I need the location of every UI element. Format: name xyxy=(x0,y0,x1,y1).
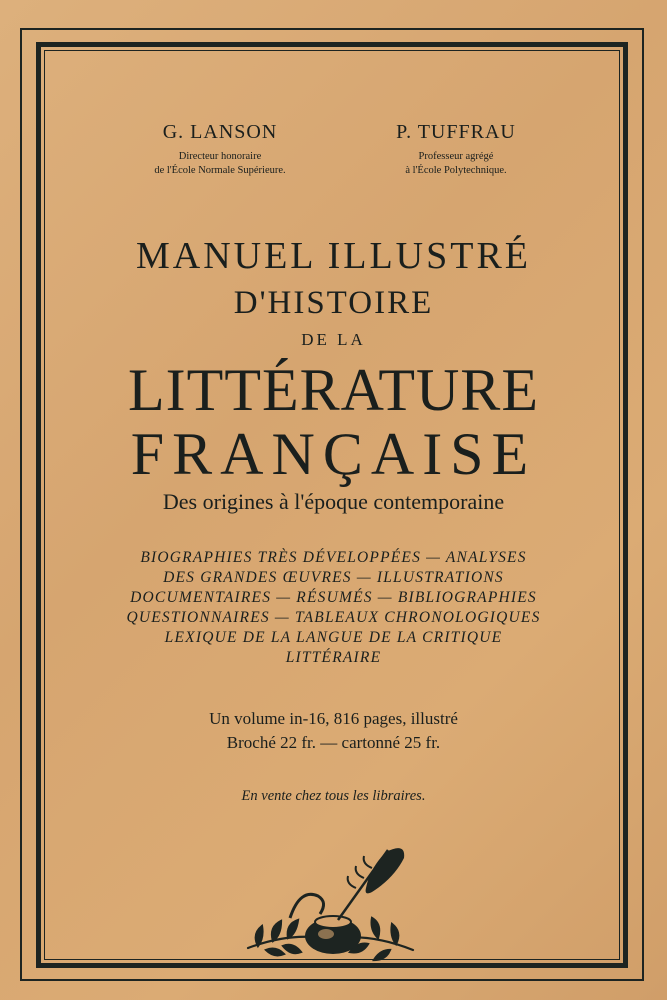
sale-notice: En vente chez tous les libraires. xyxy=(241,788,426,804)
author-role xyxy=(346,150,566,178)
author-role-line: Directeur honoraire xyxy=(178,151,262,162)
feature-line: BIOGRAPHIES TRÈS DÉVELOPPÉES — ANALYSES xyxy=(140,549,527,566)
author-role-line: de l'École Normale Supérieure. xyxy=(154,165,286,176)
features-list xyxy=(0,548,667,668)
authors-block xyxy=(0,120,667,190)
author-role-line: Professeur agrégé xyxy=(418,151,494,162)
author-role-line: à l'École Polytechnique. xyxy=(405,165,507,176)
author-name: G. LANSON xyxy=(162,121,278,143)
author-lanson xyxy=(110,120,330,178)
feature-line: LITTÉRAIRE xyxy=(285,649,382,666)
title-line-4: LITTÉRATURE xyxy=(128,357,539,423)
feature-line: DES GRANDES ŒUVRES — ILLUSTRATIONS xyxy=(163,569,504,586)
feature-line: DOCUMENTAIRES — RÉSUMÉS — BIBLIOGRAPHIES xyxy=(130,589,537,606)
volume-description: Un volume in-16, 816 pages, illustré xyxy=(209,709,458,728)
title-line-1: MANUEL ILLUSTRÉ xyxy=(135,235,532,277)
author-name: P. TUFFRAU xyxy=(396,121,516,143)
inkwell-quill-ornament-icon xyxy=(228,838,428,963)
author-tuffrau xyxy=(346,120,566,178)
feature-line: LEXIQUE DE LA LANGUE DE LA CRITIQUE xyxy=(164,629,503,646)
title-line-2: D'HISTOIRE xyxy=(233,285,434,321)
title-line-3: DE LA xyxy=(301,330,366,349)
author-role xyxy=(110,150,330,178)
volume-info xyxy=(0,707,667,755)
subtitle: Des origines à l'époque contemporaine xyxy=(162,489,505,514)
feature-line: QUESTIONNAIRES — TABLEAUX CHRONOLOGIQUES xyxy=(126,609,541,626)
title-line-5: FRANÇAISE xyxy=(130,421,537,487)
price-line: Broché 22 fr. — cartonné 25 fr. xyxy=(226,733,441,752)
